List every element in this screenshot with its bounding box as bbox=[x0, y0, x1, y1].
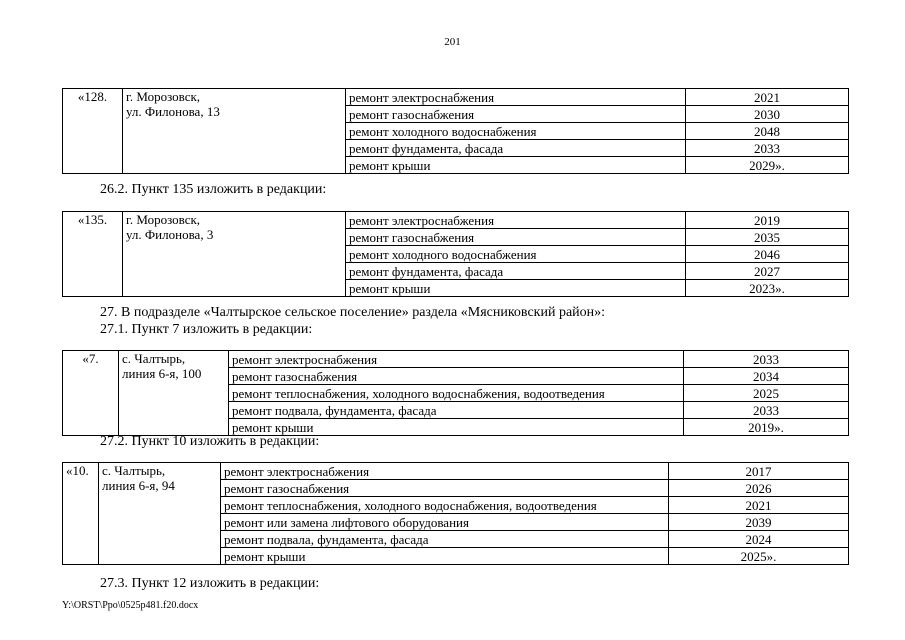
work-type: ремонт газоснабжения bbox=[346, 106, 686, 123]
year: 2021 bbox=[669, 497, 849, 514]
year: 2017 bbox=[669, 463, 849, 480]
work-type: ремонт крыши bbox=[346, 280, 686, 297]
paragraph-27-1: 27.1. Пункт 7 изложить в редакции: bbox=[100, 322, 313, 337]
year: 2035 bbox=[686, 229, 849, 246]
work-type: ремонт газоснабжения bbox=[229, 368, 684, 385]
paragraph-27: 27. В подразделе «Чалтырское сельское поселение» раздела «Мясниковский район»: bbox=[100, 305, 606, 320]
work-type: ремонт крыши bbox=[229, 419, 684, 436]
year: 2033 bbox=[686, 140, 849, 157]
table-row bbox=[63, 463, 849, 480]
table-row bbox=[63, 89, 849, 106]
work-type: ремонт крыши bbox=[221, 548, 669, 565]
paragraph-26-2: 26.2. Пункт 135 изложить в редакции: bbox=[100, 182, 327, 197]
paragraph-27-2: 27.2. Пункт 10 изложить в редакции: bbox=[100, 434, 320, 449]
work-type: ремонт теплоснабжения, холодного водоснабжения, водоотведения bbox=[221, 497, 669, 514]
address-cell bbox=[123, 212, 346, 297]
year: 2039 bbox=[669, 514, 849, 531]
address-line-1: с. Чалтырь, bbox=[102, 463, 166, 478]
year: 2034 bbox=[684, 368, 849, 385]
year: 2030 bbox=[686, 106, 849, 123]
table-item-128 bbox=[62, 88, 849, 174]
item-number: «135. bbox=[63, 212, 123, 297]
work-type: ремонт холодного водоснабжения bbox=[346, 123, 686, 140]
year: 2021 bbox=[686, 89, 849, 106]
table-item-135 bbox=[62, 211, 849, 297]
year: 2046 bbox=[686, 246, 849, 263]
work-type: ремонт электроснабжения bbox=[221, 463, 669, 480]
year: 2033 bbox=[684, 402, 849, 419]
work-type: ремонт электроснабжения bbox=[229, 351, 684, 368]
address-line-1: с. Чалтырь, bbox=[122, 351, 186, 366]
year: 2048 bbox=[686, 123, 849, 140]
year: 2023». bbox=[686, 280, 849, 297]
work-type: ремонт газоснабжения bbox=[221, 480, 669, 497]
year: 2025». bbox=[669, 548, 849, 565]
work-type: ремонт фундамента, фасада bbox=[346, 140, 686, 157]
work-type: ремонт или замена лифтового оборудования bbox=[221, 514, 669, 531]
year: 2033 bbox=[684, 351, 849, 368]
year: 2029». bbox=[686, 157, 849, 174]
address-line-1: г. Морозовск, bbox=[126, 89, 201, 104]
address-line-2: ул. Филонова, 3 bbox=[126, 227, 214, 242]
table-item-7 bbox=[62, 350, 849, 436]
address-line-2: линия 6-я, 100 bbox=[122, 366, 202, 381]
work-type: ремонт фундамента, фасада bbox=[346, 263, 686, 280]
address-line-2: линия 6-я, 94 bbox=[102, 478, 175, 493]
work-type: ремонт крыши bbox=[346, 157, 686, 174]
item-number: «128. bbox=[63, 89, 123, 174]
table-row bbox=[63, 212, 849, 229]
work-type: ремонт электроснабжения bbox=[346, 89, 686, 106]
address-line-1: г. Морозовск, bbox=[126, 212, 201, 227]
work-type: ремонт теплоснабжения, холодного водоснабжения, водоотведения bbox=[229, 385, 684, 402]
year: 2019 bbox=[686, 212, 849, 229]
address-line-2: ул. Филонова, 13 bbox=[126, 104, 220, 119]
file-path-footer: Y:\ORST\Ppo\0525p481.f20.docx bbox=[62, 600, 199, 611]
address-cell bbox=[123, 89, 346, 174]
item-number: «10. bbox=[63, 463, 99, 565]
work-type: ремонт холодного водоснабжения bbox=[346, 246, 686, 263]
year: 2026 bbox=[669, 480, 849, 497]
work-type: ремонт газоснабжения bbox=[346, 229, 686, 246]
work-type: ремонт электроснабжения bbox=[346, 212, 686, 229]
year: 2024 bbox=[669, 531, 849, 548]
year: 2025 bbox=[684, 385, 849, 402]
address-cell bbox=[99, 463, 221, 565]
table-row bbox=[63, 351, 849, 368]
paragraph-27-3: 27.3. Пункт 12 изложить в редакции: bbox=[100, 576, 320, 591]
work-type: ремонт подвала, фундамента, фасада bbox=[221, 531, 669, 548]
table-item-10 bbox=[62, 462, 849, 565]
year: 2027 bbox=[686, 263, 849, 280]
work-type: ремонт подвала, фундамента, фасада bbox=[229, 402, 684, 419]
item-number: «7. bbox=[63, 351, 119, 436]
address-cell bbox=[119, 351, 229, 436]
year: 2019». bbox=[684, 419, 849, 436]
page-number: 201 bbox=[444, 36, 461, 48]
